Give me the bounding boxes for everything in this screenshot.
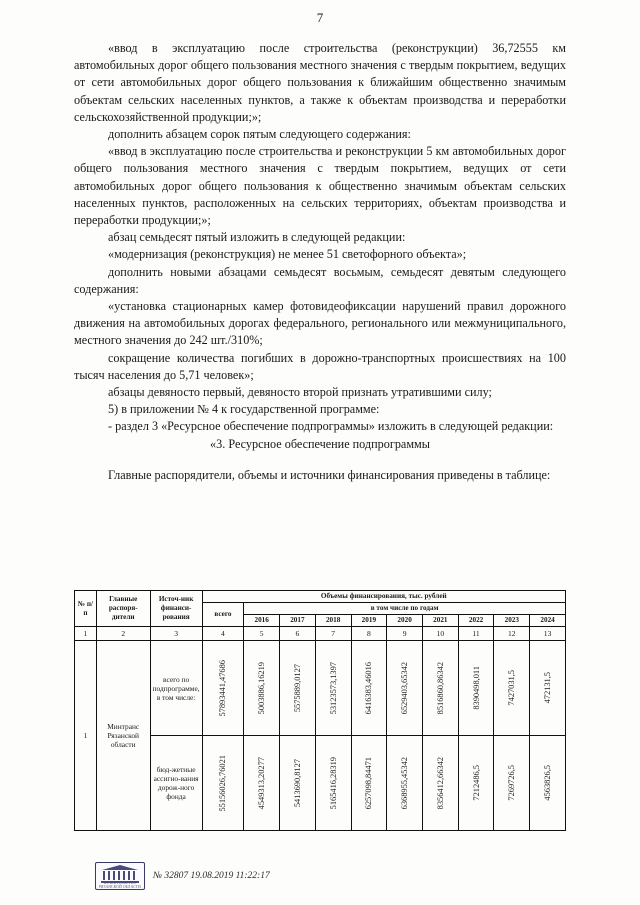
row-value xyxy=(458,641,494,736)
row-value xyxy=(422,641,458,736)
header-cell-group: Объемы финансирования, тыс. рублей xyxy=(202,591,565,603)
row-value xyxy=(494,736,530,831)
header-cell-year: 2017 xyxy=(280,615,316,627)
page-number: 7 xyxy=(316,10,324,25)
row-value xyxy=(351,736,387,831)
row-value xyxy=(387,641,423,736)
header-cell-year: 2024 xyxy=(530,615,566,627)
table-row xyxy=(75,641,566,736)
row-total xyxy=(202,641,244,736)
header-cell-year: 2020 xyxy=(387,615,423,627)
table-number-row xyxy=(75,627,566,641)
header-cell-source: Источ-ник финанси-рования xyxy=(150,591,202,627)
financing-table xyxy=(74,590,566,831)
footer-registration-meta: № 32807 19.08.2019 11:22:17 xyxy=(153,871,270,881)
paragraph: абзацы девяносто первый, девяносто второй признать утратившими силу; xyxy=(108,385,492,400)
value-year: 5003886,16219 xyxy=(257,661,267,715)
row-source: бюд-жетные асcигно-вания дорож-ного фонда xyxy=(150,736,202,831)
number-cell: 11 xyxy=(458,627,494,641)
row-value xyxy=(458,736,494,831)
table-header-row xyxy=(75,591,566,603)
row-value xyxy=(315,736,351,831)
paragraph: «установка стационарных камер фотовидеофиксации нарушений правил дорожного движения на автомобильных дорогах федерального, регионального или межмуниципального, местного значения до 242 шт./310%; xyxy=(74,299,566,348)
row-value xyxy=(244,736,280,831)
row-no: 1 xyxy=(75,641,97,831)
value-year: 5575889,0127 xyxy=(292,663,302,713)
row-value xyxy=(315,641,351,736)
row-value xyxy=(494,641,530,736)
value-year: 7212486,5 xyxy=(471,765,481,801)
value-year: 4549313,20277 xyxy=(257,756,267,810)
value-year: 6257098,84471 xyxy=(364,756,374,810)
value-year: 7269726,5 xyxy=(507,765,517,801)
value-year: 7427031,5 xyxy=(507,670,517,706)
section-title: «3. Ресурсное обеспечение подпрограммы xyxy=(210,436,430,451)
number-cell: 3 xyxy=(150,627,202,641)
paragraph: «ввод в эксплуатацию после строительства и реконструкции 5 км автомобильных дорог общего пользования местного значения с твердым покрытием, ведущих от сети автомобильных дорог общего пользования к общественно значимым объектам сельских населенных пунктов, расположенных на сельских территориях, объектам производства и переработки продукции;»; xyxy=(74,144,566,228)
row-value xyxy=(351,641,387,736)
header-cell-no: № п/п xyxy=(75,591,97,627)
value-year: 53123573,1397 xyxy=(328,661,338,715)
row-value xyxy=(244,641,280,736)
paragraph: «ввод в эксплуатацию после строительства (реконструкции) 36,72555 км автомобильных дорог общего пользования местного значения с твердым покрытием, ведущих от сети автомобильных дорог общего пользования к ближайшим общественно значимым объектам сельских населенных пунктов, а также к объектам производства и переработки сельскохозяйственной продукции;»; xyxy=(74,41,566,124)
number-cell: 7 xyxy=(315,627,351,641)
government-stamp-icon xyxy=(95,862,145,890)
number-cell: 9 xyxy=(387,627,423,641)
row-source: всего по подпрограмме, в том числе: xyxy=(150,641,202,736)
row-total xyxy=(202,736,244,831)
value-total: 57893441,47686 xyxy=(218,659,228,717)
row-value xyxy=(280,736,316,831)
header-cell-year: 2021 xyxy=(422,615,458,627)
paragraph: 5) в приложении № 4 к государственной программе: xyxy=(108,402,380,417)
financing-table-wrap xyxy=(74,590,566,831)
number-cell: 1 xyxy=(75,627,97,641)
paragraph: дополнить новыми абзацами семьдесят восьмым, семьдесят девятым следующего содержания: xyxy=(74,264,566,296)
row-value xyxy=(280,641,316,736)
value-year: 6529403,65342 xyxy=(400,661,410,715)
value-year: 8390498,011 xyxy=(471,666,481,710)
value-total: 55156026,76021 xyxy=(218,754,228,812)
lead-paragraph: Главные распорядители, объемы и источники финансирования приведены в таблице: xyxy=(108,467,551,482)
row-value xyxy=(530,641,566,736)
header-cell-main: Главные распоря-дители xyxy=(96,591,150,627)
paragraph: абзац семьдесят пятый изложить в следующей редакции: xyxy=(108,230,406,245)
row-value xyxy=(387,736,423,831)
stamp-text: ПРАВИТЕЛЬСТВО РЯЗАНСКОЙ ОБЛАСТИ xyxy=(99,881,141,889)
header-cell-year: 2016 xyxy=(244,615,280,627)
document-body xyxy=(74,40,566,496)
paragraph: дополнить абзацем сорок пятым следующего содержания: xyxy=(108,127,411,142)
number-cell: 6 xyxy=(280,627,316,641)
number-cell: 10 xyxy=(422,627,458,641)
number-cell: 8 xyxy=(351,627,387,641)
number-cell: 2 xyxy=(96,627,150,641)
value-year: 6416383,46016 xyxy=(364,661,374,715)
number-cell: 13 xyxy=(530,627,566,641)
paragraph: «модернизация (реконструкция) не менее 51 светофорного объекта»; xyxy=(108,247,467,262)
value-year: 6368955,45342 xyxy=(400,756,410,810)
value-year: 8356412,66342 xyxy=(435,756,445,810)
header-cell-year: 2018 xyxy=(315,615,351,627)
document-footer xyxy=(95,862,270,890)
row-value xyxy=(530,736,566,831)
header-cell-year: 2019 xyxy=(351,615,387,627)
value-year: 5165416,28319 xyxy=(328,756,338,810)
paragraph: сокращение количества погибших в дорожно-транспортных происшествиях на 100 тысяч населения до 5,71 человек»; xyxy=(74,350,566,382)
row-value xyxy=(422,736,458,831)
number-cell: 5 xyxy=(244,627,280,641)
value-year: 5413690,8127 xyxy=(292,758,302,808)
paragraph: - раздел 3 «Ресурсное обеспечение подпрограммы» изложить в следующей редакции: xyxy=(108,419,554,434)
number-cell: 4 xyxy=(202,627,244,641)
row-main: Минтранс Рязанской области xyxy=(96,641,150,831)
header-cell-year: 2022 xyxy=(458,615,494,627)
header-cell-year: 2023 xyxy=(494,615,530,627)
value-year: 4563826,5 xyxy=(543,765,553,801)
value-year: 472131,5 xyxy=(543,672,553,704)
header-cell-total: всего xyxy=(202,603,244,627)
number-cell: 12 xyxy=(494,627,530,641)
header-cell-subgroup: в том числе по годам xyxy=(244,603,566,615)
value-year: 8516860,86342 xyxy=(435,661,445,715)
